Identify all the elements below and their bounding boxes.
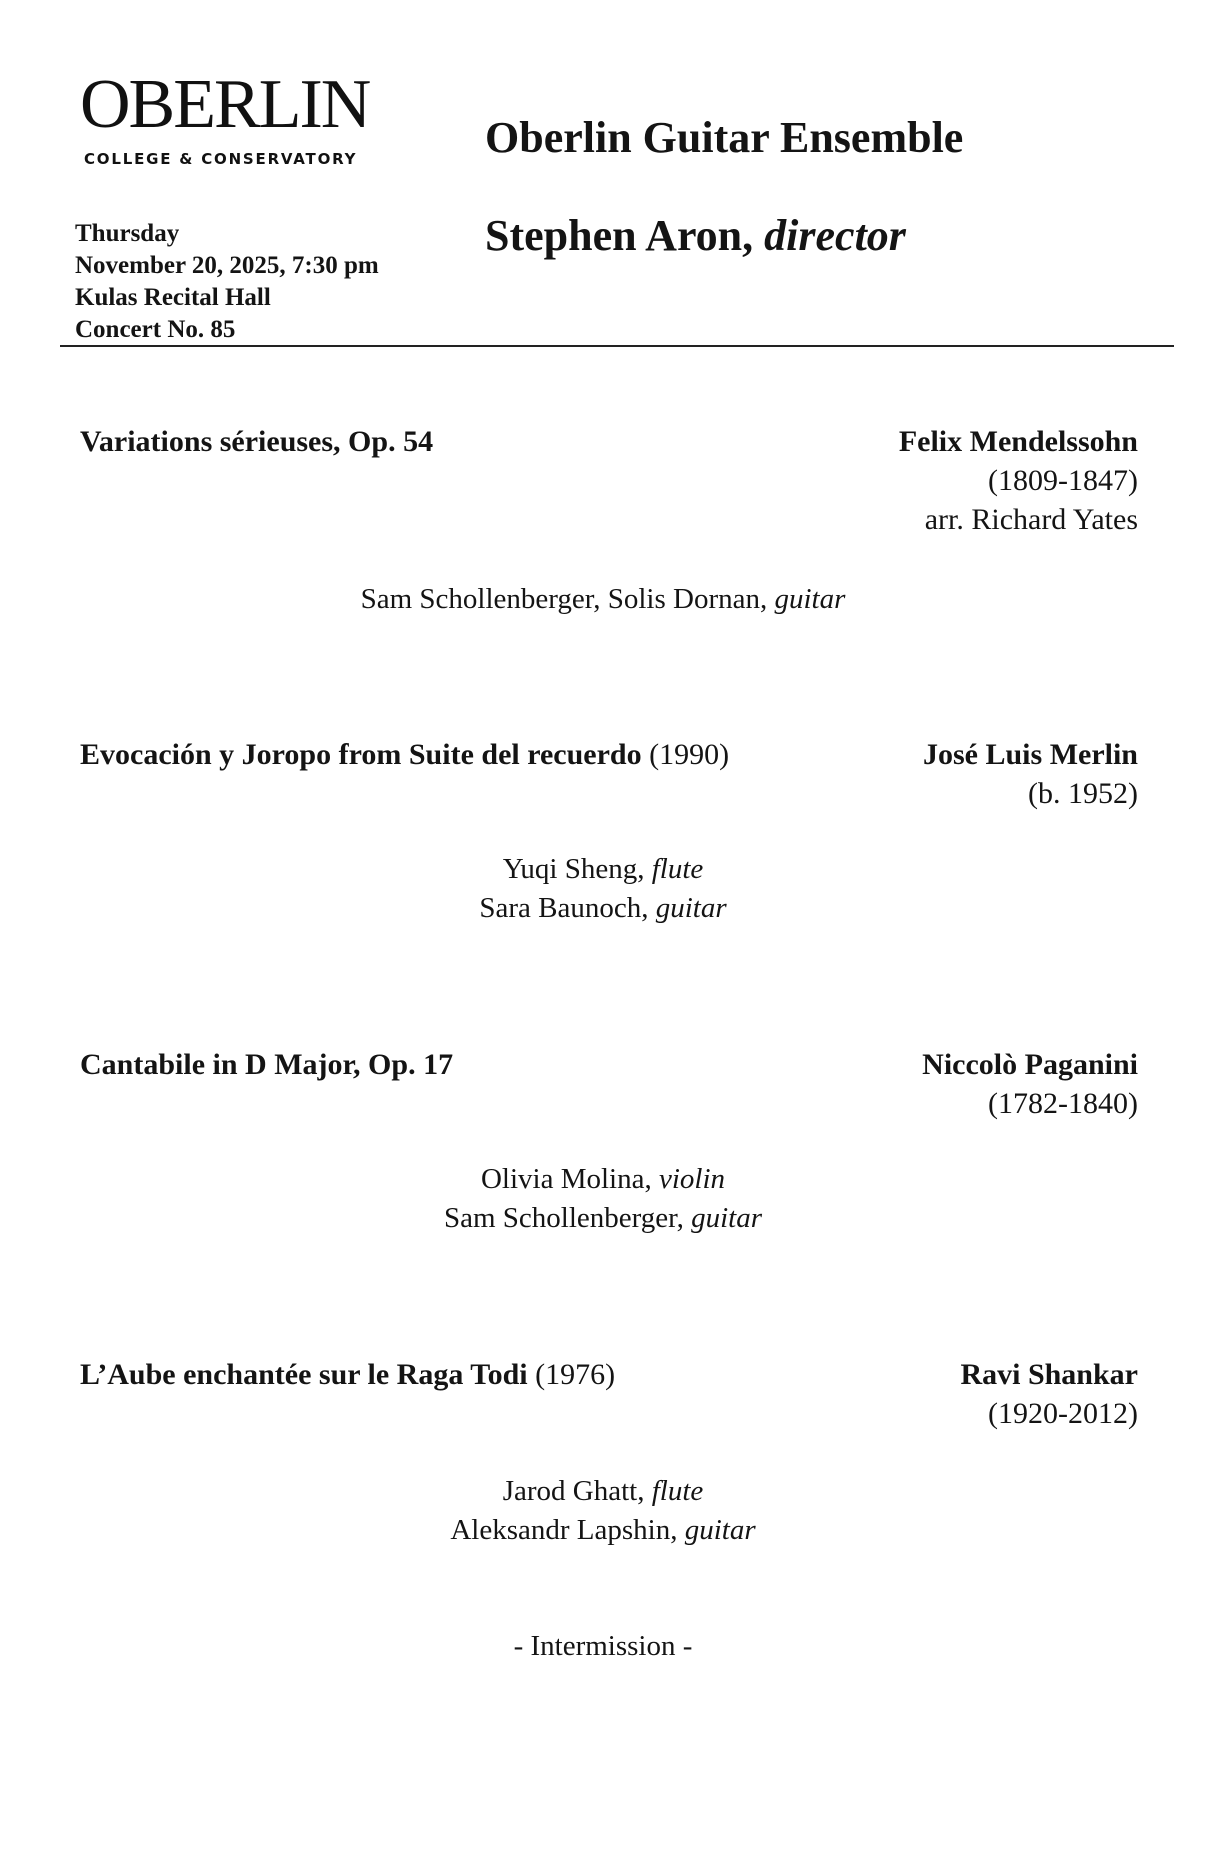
composer-name: Felix Mendelssohn — [898, 425, 1138, 458]
concert-date-time: November 20, 2025, 7:30 pm — [75, 252, 379, 279]
header-divider — [60, 345, 1174, 347]
intermission-label: - Intermission - — [513, 1630, 693, 1662]
performer-line — [0, 1160, 1206, 1199]
ensemble-title: Oberlin Guitar Ensemble — [485, 113, 964, 162]
work-title: L’Aube enchantée sur le Raga Todi — [80, 1358, 528, 1391]
director-role: director — [764, 211, 906, 260]
performer-line — [0, 1472, 1206, 1511]
performer-names: Sam Schollenberger, Solis Dornan, — [360, 583, 768, 615]
composer-name: Ravi Shankar — [960, 1358, 1138, 1391]
performer-instrument: guitar — [774, 583, 846, 615]
performer-line — [0, 850, 1206, 889]
director-name: Stephen Aron, — [485, 211, 754, 260]
performer-instrument: flute — [651, 1475, 704, 1507]
composer-name: José Luis Merlin — [923, 738, 1138, 771]
performer-names: Jarod Ghatt, — [502, 1475, 645, 1507]
program-performers — [0, 1472, 1206, 1550]
concert-info — [75, 218, 379, 346]
composer-dates: (1809-1847) — [988, 464, 1138, 497]
composer-name: Niccolò Paganini — [922, 1048, 1138, 1081]
oberlin-logo-subtitle: COLLEGE & CONSERVATORY — [84, 150, 358, 168]
performer-instrument: violin — [658, 1163, 726, 1195]
performer-line — [0, 889, 1206, 928]
performer-names: Aleksandr Lapshin, — [450, 1514, 678, 1546]
work-title: Evocación y Joropo from Suite del recuerdo — [80, 738, 642, 771]
program-performers — [0, 580, 1206, 619]
program-performers — [0, 1160, 1206, 1238]
work-year: (1976) — [535, 1358, 616, 1391]
concert-number: Concert No. 85 — [75, 316, 236, 343]
program-performers — [0, 850, 1206, 928]
performer-line — [0, 1511, 1206, 1550]
performer-names: Yuqi Sheng, — [502, 853, 645, 885]
performer-line — [0, 580, 1206, 619]
oberlin-logo-wordmark: OBERLIN — [80, 66, 370, 143]
performer-names: Olivia Molina, — [480, 1163, 652, 1195]
arranger: arr. Richard Yates — [924, 503, 1138, 536]
work-title: Variations sérieuses, Op. 54 — [80, 425, 434, 458]
concert-day: Thursday — [75, 220, 180, 247]
program-composer — [922, 1045, 1138, 1123]
program-composer — [923, 735, 1138, 813]
performer-names: Sara Baunoch, — [479, 892, 649, 924]
work-year: (1990) — [649, 738, 730, 771]
work-title: Cantabile in D Major, Op. 17 — [80, 1048, 454, 1081]
performer-instrument: flute — [651, 853, 704, 885]
performer-names: Sam Schollenberger, — [443, 1202, 684, 1234]
performer-instrument: guitar — [684, 1514, 756, 1546]
program-work-title — [80, 1358, 615, 1392]
concert-venue: Kulas Recital Hall — [75, 284, 271, 311]
program-composer — [899, 422, 1138, 539]
performer-line — [0, 1199, 1206, 1238]
program-work-title — [80, 425, 433, 459]
program-composer — [960, 1355, 1138, 1433]
director-line — [485, 210, 906, 261]
composer-dates: (1920-2012) — [988, 1397, 1138, 1430]
composer-dates: (1782-1840) — [988, 1087, 1138, 1120]
performer-instrument: guitar — [691, 1202, 763, 1234]
program-work-title — [80, 738, 729, 772]
program-work-title — [80, 1048, 453, 1082]
composer-dates: (b. 1952) — [1028, 777, 1138, 810]
performer-instrument: guitar — [655, 892, 727, 924]
